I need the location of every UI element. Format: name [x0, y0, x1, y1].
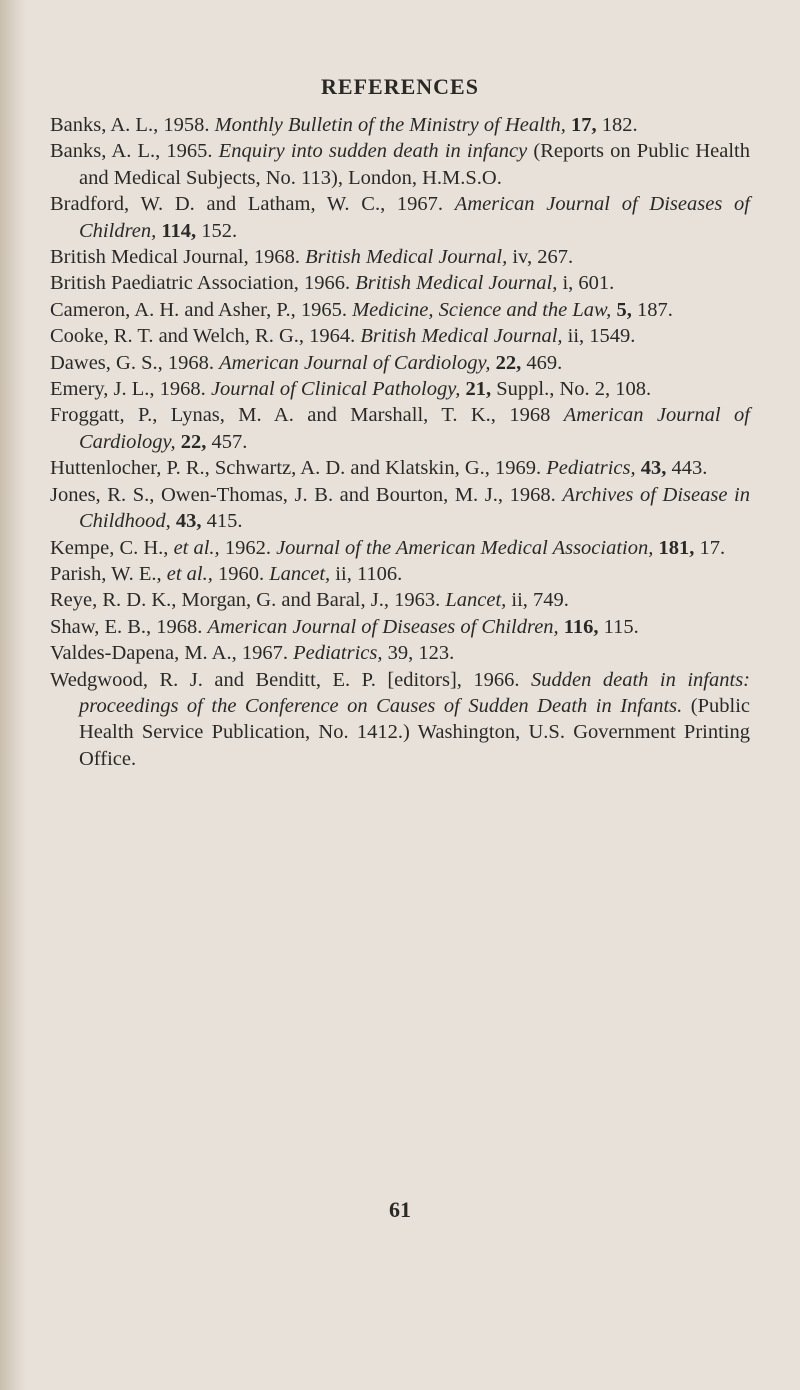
reference-item	[50, 350, 750, 376]
reference-authors-year: Huttenlocher, P. R., Schwartz, A. D. and Klatskin, G., 1969.	[50, 457, 547, 480]
reference-volume: 21,	[460, 378, 492, 401]
reference-authors-year: Valdes-Dapena, M. A., 1967.	[50, 642, 294, 665]
reference-pages: 457.	[206, 430, 248, 453]
reference-source-title: Journal of Clinical Pathology,	[210, 378, 461, 401]
reference-year: 1962.	[219, 536, 277, 559]
reference-list	[50, 112, 750, 772]
reference-volume: 43,	[170, 510, 202, 533]
reference-item	[50, 535, 750, 561]
reference-source-title: British Medical Journal,	[305, 246, 508, 269]
reference-authors: Kempe, C. H.,	[50, 536, 174, 559]
reference-et-al: et al.,	[166, 562, 213, 585]
page-number: 61	[389, 1197, 411, 1222]
reference-item	[50, 270, 750, 296]
reference-source-title: Lancet,	[445, 589, 507, 612]
reference-authors: Parish, W. E.,	[50, 562, 167, 585]
reference-authors-year: Emery, J. L., 1968.	[50, 378, 211, 401]
reference-authors-year: British Paediatric Association, 1966.	[50, 272, 356, 295]
reference-source-title: American Journal of Cardiology,	[219, 351, 491, 374]
reference-item	[50, 191, 750, 244]
reference-item	[50, 667, 750, 773]
reference-item	[50, 614, 750, 640]
reference-volume: 43,	[635, 457, 667, 480]
reference-authors-year: Banks, A. L., 1958.	[50, 114, 215, 136]
reference-authors-year: Bradford, W. D. and Latham, W. C., 1967.	[50, 193, 455, 216]
reference-volume: 114,	[156, 219, 197, 242]
reference-authors-year: Banks, A. L., 1965.	[50, 140, 219, 163]
reference-item	[50, 138, 750, 191]
reference-source-title: Lancet,	[269, 562, 331, 585]
reference-authors-year: Reye, R. D. K., Morgan, G. and Baral, J., 1963.	[50, 589, 446, 612]
reference-authors-year: Cooke, R. T. and Welch, R. G., 1964.	[50, 325, 361, 348]
reference-et-al: et al.,	[173, 536, 220, 559]
reference-pages: 39, 123.	[382, 642, 455, 665]
reference-authors-year: Cameron, A. H. and Asher, P., 1965.	[50, 298, 353, 321]
page-title: REFERENCES	[321, 74, 479, 99]
reference-item	[50, 297, 750, 323]
reference-item	[50, 112, 750, 138]
reference-item	[50, 244, 750, 270]
reference-authors-year: Froggatt, P., Lynas, M. A. and Marshall, T. K., 1968	[50, 404, 564, 427]
reference-pages: 469.	[521, 351, 563, 374]
reference-item	[50, 402, 750, 455]
reference-item	[50, 561, 750, 587]
reference-pages: ii, 1549.	[562, 325, 636, 348]
reference-source-title: American Journal of Cardiology,	[79, 404, 750, 453]
reference-pages: 152.	[196, 219, 238, 242]
reference-source-title: Medicine, Science and the Law,	[352, 298, 612, 321]
reference-pages: i, 601.	[557, 272, 615, 295]
reference-item	[50, 587, 750, 613]
reference-source-title: American Journal of Diseases of Children,	[207, 615, 559, 638]
reference-volume: 22,	[175, 430, 207, 453]
reference-item	[50, 455, 750, 481]
reference-source-title: British Medical Journal,	[360, 325, 563, 348]
reference-volume: 181,	[653, 536, 695, 559]
reference-authors-year: Jones, R. S., Owen-Thomas, J. B. and Bourton, M. J., 1968.	[50, 483, 563, 506]
reference-authors-year: Wedgwood, R. J. and Benditt, E. P. [editors], 1966.	[50, 668, 532, 691]
reference-item	[50, 482, 750, 535]
reference-pages: 182.	[596, 114, 638, 136]
reference-pages: 187.	[631, 298, 673, 321]
reference-source-title: American Journal of Diseases of Children,	[79, 193, 750, 242]
reference-source-title: Journal of the American Medical Association,	[276, 536, 654, 559]
reference-pages: (Reports on Public Health and Medical Subjects, No. 113), London, H.M.S.O.	[79, 140, 750, 189]
reference-source-title: Pediatrics,	[546, 457, 636, 480]
reference-pages: 415.	[201, 510, 243, 533]
reference-pages: ii, 1106.	[330, 562, 403, 585]
reference-pages: 17.	[694, 536, 726, 559]
reference-volume: 17,	[565, 114, 597, 136]
reference-volume: 116,	[558, 615, 599, 638]
reference-pages: Suppl., No. 2, 108.	[491, 378, 652, 401]
reference-publisher: (Public Health Service Publication, No. 1412.) Washington, U.S. Government Printing Office.	[79, 694, 751, 770]
reference-source-title: Monthly Bulletin of the Ministry of Health,	[214, 114, 566, 136]
reference-year: 1960.	[212, 562, 270, 585]
reference-pages: 115.	[598, 615, 639, 638]
reference-source-title: Pediatrics,	[293, 642, 383, 665]
reference-volume: 22,	[490, 351, 522, 374]
reference-source-title: Archives of Disease in Childhood,	[79, 483, 750, 533]
reference-item	[50, 376, 750, 402]
reference-authors-year: Shaw, E. B., 1968.	[50, 615, 208, 638]
reference-authors-year: Dawes, G. S., 1968.	[50, 351, 220, 374]
reference-volume: 5,	[611, 298, 632, 321]
reference-source-title: British Medical Journal,	[355, 272, 558, 295]
reference-pages: 443.	[666, 457, 708, 480]
reference-item	[50, 640, 750, 666]
reference-source-title: Enquiry into sudden death in infancy	[218, 140, 528, 163]
reference-pages: iv, 267.	[507, 246, 574, 269]
reference-authors-year: British Medical Journal, 1968.	[50, 246, 306, 269]
reference-pages: ii, 749.	[506, 589, 569, 612]
reference-item	[50, 323, 750, 349]
reference-source-title: Sudden death in infants: proceedings of the Conference on Causes of Sudden Death in Infants.	[79, 668, 750, 717]
